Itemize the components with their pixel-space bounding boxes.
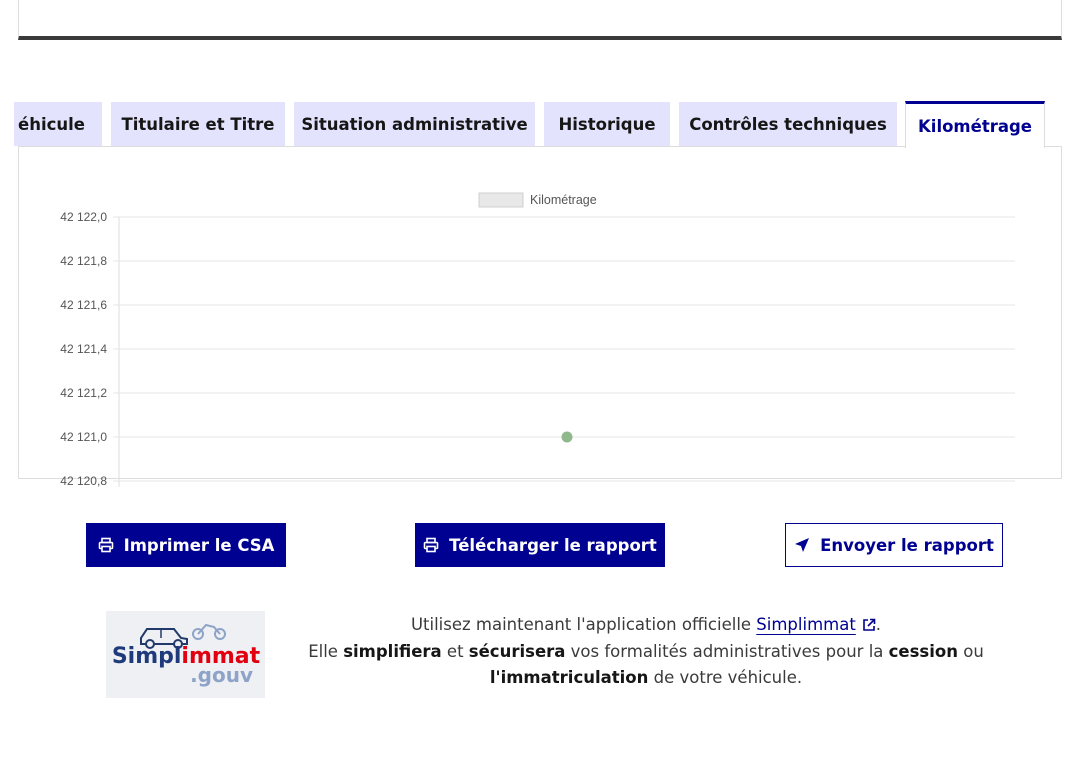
tab-situation[interactable]: Situation administrative: [294, 102, 535, 146]
tab-controles[interactable]: Contrôles techniques: [679, 102, 897, 146]
data-point: [562, 432, 573, 443]
kilometrage-panel: [18, 146, 1062, 488]
printer-icon: [98, 537, 114, 553]
print-csa-button[interactable]: [86, 523, 286, 567]
legend-label: Kilométrage: [530, 193, 597, 207]
top-panel: [18, 0, 1062, 40]
y-tick-label: 42 121,2: [60, 386, 107, 400]
send-arrow-icon: [794, 537, 810, 553]
promo-text: [290, 612, 1002, 692]
y-tick-label: 42 121,8: [60, 254, 107, 268]
download-report-button[interactable]: [415, 523, 665, 567]
tab-list: [18, 101, 1062, 147]
y-tick-label: 42 121,4: [60, 342, 107, 356]
y-tick-label: 42 121,6: [60, 298, 107, 312]
kilometrage-chart: [19, 147, 1061, 488]
external-link-icon: [862, 618, 876, 632]
simplimmat-logo-image: [106, 611, 265, 698]
send-report-button[interactable]: [785, 523, 1003, 567]
tab-kilometrage[interactable]: Kilométrage: [905, 101, 1045, 148]
y-tick-label: 42 122,0: [60, 210, 107, 224]
y-tick-label: 42 120,8: [60, 474, 107, 488]
promo-line-1: Utilisez maintenant l'application officielle Simplimmat .: [410, 615, 882, 634]
tab-titulaire[interactable]: Titulaire et Titre: [111, 102, 285, 146]
legend-swatch: [479, 193, 523, 207]
logo-word-simpl: Simplimmat: [111, 644, 261, 669]
tab-historique[interactable]: Historique: [544, 102, 670, 146]
printer-icon: [423, 537, 439, 553]
tab-vehicule[interactable]: éhicule: [14, 102, 102, 146]
simplimmat-link[interactable]: Simplimmat: [756, 615, 876, 634]
download-report-label: Télécharger le rapport: [449, 535, 657, 555]
simplimmat-logo[interactable]: [106, 611, 265, 698]
logo-word-gouv: .gouv: [190, 663, 253, 687]
y-tick-label: 42 121,0: [60, 430, 107, 444]
print-csa-label: Imprimer le CSA: [123, 535, 275, 555]
send-report-label: Envoyer le rapport: [820, 535, 994, 555]
promo-line-3: l'immatriculation de votre véhicule.: [489, 668, 803, 687]
promo-line-2: Elle simplifiera et sécurisera vos formalités administratives pour la cession ou: [308, 641, 984, 661]
